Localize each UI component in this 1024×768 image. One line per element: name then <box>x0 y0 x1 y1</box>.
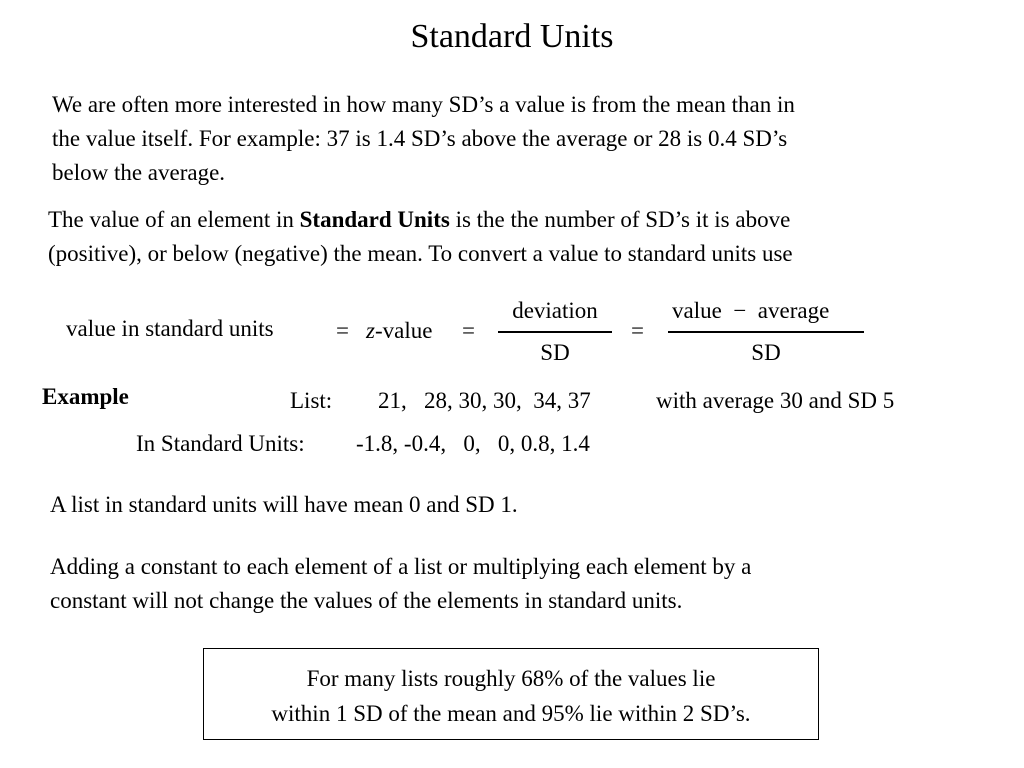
formula-equals-1: = <box>336 318 349 343</box>
constant-line-1: Adding a constant to each element of a list or multiplying each element by a <box>50 554 752 579</box>
standard-units-values: -1.8, -0.4, 0, 0, 0.8, 1.4 <box>356 431 590 456</box>
page-title: Standard Units <box>410 18 614 55</box>
list-label: List: <box>290 388 333 413</box>
definition-term: Standard Units <box>299 207 450 232</box>
formula-value-word: -value <box>374 318 433 343</box>
constant-paragraph <box>50 550 751 618</box>
formula-z-value <box>366 318 432 344</box>
intro-line-2: the value itself. For example: 37 is 1.4 SD’s above the average or 28 is 0.4 SD’s <box>52 126 788 151</box>
rule-of-thumb-box <box>203 648 819 740</box>
fraction-1-numerator: deviation <box>512 298 598 323</box>
definition-line-2: (positive), or below (negative) the mean. To convert a value to standard units use <box>48 241 793 266</box>
formula-lhs: value in standard units <box>66 316 274 341</box>
list-values: 21, 28, 30, 30, 34, 37 <box>378 388 591 413</box>
definition-line-1 <box>48 203 793 237</box>
formula-z: z <box>366 318 375 343</box>
example-label: Example <box>42 384 129 409</box>
fraction-2-numerator <box>672 298 829 324</box>
fraction-1-bar <box>498 331 612 333</box>
formula-equals-2: = <box>462 318 475 343</box>
definition-text-a: The value of an element in <box>48 207 300 232</box>
intro-line-3: below the average. <box>52 160 226 185</box>
definition-paragraph <box>48 203 793 271</box>
intro-line-1: We are often more interested in how many SD’s a value is from the mean than in <box>52 92 795 117</box>
box-line-1: For many lists roughly 68% of the values lie <box>306 666 716 691</box>
standard-units-label: In Standard Units: <box>136 431 305 456</box>
definition-text-b: is the the number of SD’s it is above <box>449 207 791 232</box>
fraction-2-value: value <box>672 298 722 323</box>
fraction-2-average: average <box>757 298 830 323</box>
fraction-2-bar <box>668 331 864 333</box>
constant-line-2: constant will not change the values of the elements in standard units. <box>50 588 683 613</box>
fraction-2-denominator: SD <box>751 340 781 365</box>
fraction-1-denominator: SD <box>540 340 570 365</box>
mean-sd-paragraph: A list in standard units will have mean 0 and SD 1. <box>50 492 518 517</box>
intro-paragraph <box>52 88 795 190</box>
list-suffix: with average 30 and SD 5 <box>656 388 895 413</box>
box-line-2: within 1 SD of the mean and 95% lie within 2 SD’s. <box>271 701 751 726</box>
fraction-2-minus: − <box>733 298 747 323</box>
formula-equals-3: = <box>631 318 644 343</box>
